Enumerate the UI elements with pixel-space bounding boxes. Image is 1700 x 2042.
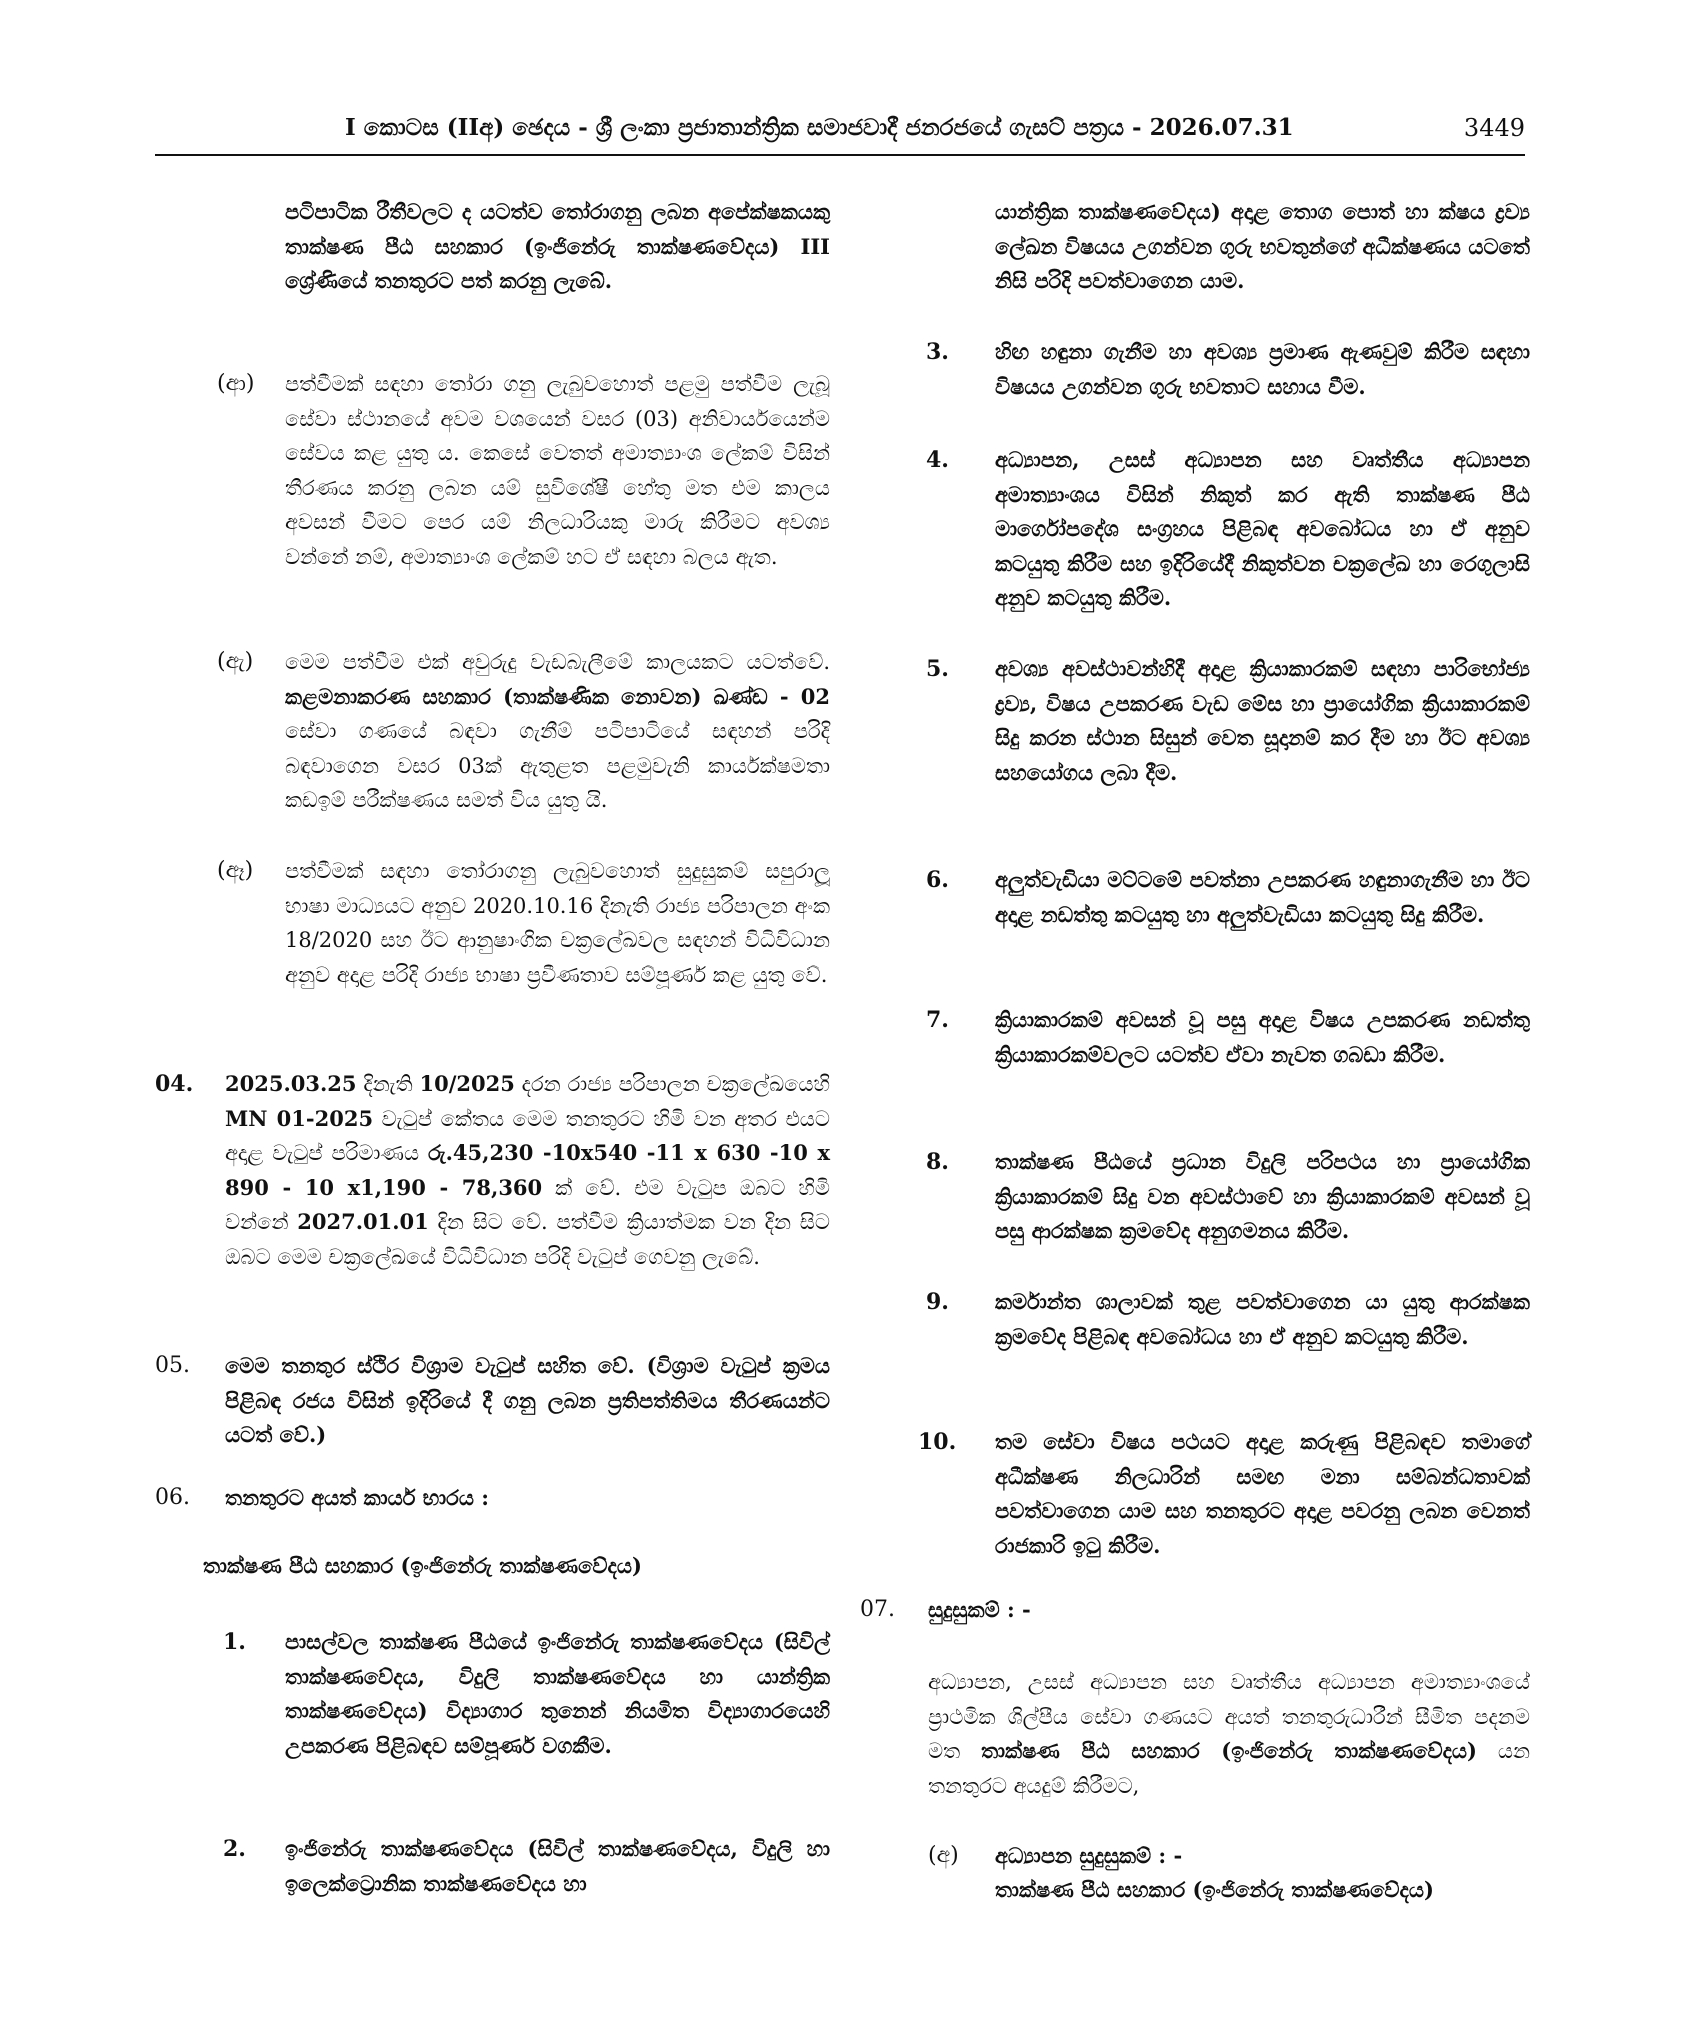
duty-2-text: ඉංජිනේරු තාක්ෂණවේදය (සිවිල් තාක්ෂණවේදය, විදුලි හා ඉලෙක්ට්‍රොනික තාක්ෂණවේදය හා (285, 1836, 830, 1896)
section-04-number: 04. (155, 1071, 194, 1097)
sub-item-ae-bold: කළමනාකරණ සහකාර (තාක්ෂණික නොවන) ඛණ්ඩ - 02 (285, 683, 830, 709)
sub-item-ae-text-2: සේවා ගණයේ බඳවා ගැනීම් පටිපාටියේ සඳහන් පරිදි බඳවාගෙන වසර 03ක් ඇතුළත පළමුවැනි කාර්යක්ෂමතා කඩඉම් පරීක්ෂණය සමත් විය යුතු යි. (285, 719, 830, 812)
duty-2-continued (860, 195, 1530, 299)
section-06-subtitle-text: තාක්ෂණ පීඨ සහකාර (ඉංජිනේරු තාක්ෂණවේදය) (203, 1553, 642, 1578)
gazette-header-title: I කොටස (IIඅ) ඡෙදය - ශ්‍රී ලංකා ප්‍රජාතාන්ත්‍රික සමාජවාදී ජනරජයේ ගැසට් පත්‍රය - 2026.07.31 (345, 114, 1294, 141)
duty-1 (155, 1625, 830, 1798)
item-a-subtitle: තාක්ෂණ පීඨ සහකාර (ඉංජිනේරු තාක්ෂණවේදය) (995, 1877, 1434, 1902)
duty-5-text: අවශ්‍ය අවස්ථාවන්හිදී අදාළ ක්‍රියාකාරකම් සඳහා පාරිභෝජ්‍ය ද්‍රව්‍ය, විෂය උපකරණ වැඩ මේස හා ප්‍රායෝගික ක්‍රියාකාරකම් සිදු කරන ස්ථාන සිසුන් වෙත සූදානම් කර දීම හා ඊට අවශ්‍ය සහයෝගය ලබා දීම. (995, 656, 1530, 785)
intro-text (285, 195, 830, 299)
duty-10-text: තම සේවා විෂය පථයට අදාළ කරුණු පිළිබඳව තමාගේ අධීක්ෂණ නිලධාරින් සමඟ මනා සම්බන්ධතාවක් පවත්වාගෙන යාම සහ තනතුරට අදාළ පවරනු ලබන වෙනත් රාජකාරි ඉටු කිරීම. (995, 1429, 1530, 1558)
duty-7-number: 7. (926, 1007, 949, 1033)
right-column (860, 195, 1530, 1909)
duty-8-text: තාක්ෂණ පීඨයේ ප්‍රධාන විදුලි පරිපථය හා ප්‍රායෝගික ක්‍රියාකාරකම් සිදු වන අවස්ථාවේ හා ක්‍රියාකාරකම් අවසන් වූ පසු ආරක්ෂක ක්‍රමවේද අනුගමනය කිරීම. (995, 1149, 1530, 1243)
item-a (860, 1839, 1530, 1909)
duty-7 (860, 1003, 1530, 1107)
section-04-circular: 10/2025 (419, 1071, 515, 1096)
section-04-salary-code: MN 01-2025 (225, 1105, 374, 1131)
sub-item-ae-marker: (ඇ) (217, 649, 254, 674)
sub-item-ae2-marker: (ඈ) (217, 858, 254, 883)
sub-item-ae2 (155, 854, 830, 1027)
duty-10 (860, 1425, 1530, 1563)
section-07-body-2: යන තනතුරට අයදුම් කිරීමට, (928, 1739, 1531, 1798)
section-06-subtitle (155, 1549, 830, 1585)
duty-3-text: හිඟ හඳුනා ගැනීම හා අවශ්‍ය ප්‍රමාණ ඇණවුම් කිරීම සඳහා විෂයය උගන්වන ගුරු භවතාට සහාය වීම. (995, 339, 1530, 399)
section-04-text (225, 1067, 830, 1274)
duty-4-text: අධ්‍යාපන, උසස් අධ්‍යාපන සහ වෘත්තීය අධ්‍යාපන අමාත්‍යාංශය විසින් නිකුත් කර ඇති තාක්ෂණ පීඨ මාර්ගෝපදේශ සංග්‍රහය පිළිබඳ අවබෝධය හා ඒ අනුව කටයුතු කිරීම සහ ඉදිරියේදී නිකුත්වන චක්‍රලේඛ හා රෙගුලාසි අනුව කටයුතු කිරීම. (995, 447, 1530, 610)
duty-8-number: 8. (926, 1149, 949, 1175)
duty-9-number: 9. (926, 1289, 949, 1315)
duty-2-continued-text: යාන්ත්‍රික තාක්ෂණවේදය) අදාළ තොග පොත් හා ක්ෂය ද්‍රව්‍ය ලේඛන විෂයය උගන්වන ගුරු භවතුන්ගේ අධීක්ෂණය යටතේ නිසි පරිදි පවත්වාගෙන යාම. (995, 199, 1530, 293)
duty-6 (860, 863, 1530, 967)
section-04-t2: දරන රාජ්‍ය පරිපාලන චක්‍රලේඛයෙහි (514, 1072, 831, 1096)
section-05 (155, 1349, 830, 1453)
duty-2 (155, 1832, 830, 1902)
item-a-label: අධ්‍යාපන සුදුසුකම් : - (995, 1843, 1183, 1868)
sub-item-ae2-text: පත්වීමක් සඳහා තෝරාගනු ලැබුවහොත් සුදුසුකම් සපුරාලූ භාෂා මාධ්‍යයට අනුව 2020.10.16 දිනැති රාජ්‍ය පරිපාලන අංක 18/2020 සහ ඊට ආනුෂාංගික චක්‍රලේඛවල සඳහන් විධිවිධාන අනුව අදාළ පරිදි රාජ්‍ය භාෂා ප්‍රවීණතාව සම්පූර්ණ කළ යුතු වේ. (285, 859, 830, 987)
duty-4 (860, 443, 1530, 616)
duty-1-text: පාසල්වල තාක්ෂණ පීඨයේ ඉංජිනේරු තාක්ෂණවේදය (සිවිල් තාක්ෂණවේදය, විදුලි තාක්ෂණවේදය හා යාන්ත්‍රික තාක්ෂණවේදය) විද්‍යාගාර තුනෙන් නියමිත විද්‍යාගාරයෙහි උපකරණ පිළිබඳව සම්පූර්ණ වගකීම. (285, 1629, 830, 1758)
duty-1-number: 1. (223, 1629, 246, 1655)
section-06-number: 06. (155, 1485, 190, 1510)
section-07 (860, 1593, 1530, 1629)
section-04-t3: වැටුප් කේතය මෙම තනතුරට හිමි වන අතර එයට අදාළ වැටුප් පරිමාණය (225, 1106, 831, 1165)
duty-4-number: 4. (926, 447, 949, 473)
section-06 (155, 1481, 830, 1517)
sub-item-aa-marker: (ආ) (217, 371, 255, 396)
sub-item-ae-text-1: මෙම පත්වීම එක් අවුරුදු වැඩබැලීමේ කාලයකට යටත්වේ. (285, 650, 830, 674)
section-07-body-text (928, 1665, 1530, 1803)
sub-item-aa (155, 367, 830, 575)
section-06-label: තනතුරට අයත් කාර්ය භාරය : (225, 1485, 489, 1510)
section-04-t1: දිනැති (356, 1072, 420, 1096)
section-07-label: සුදුසුකම් : - (928, 1597, 1031, 1622)
duty-10-number: 10. (918, 1429, 957, 1455)
section-04-date: 2025.03.25 (225, 1071, 357, 1096)
section-04-t5: දින සිට වේ. පත්වීම ක්‍රියාත්මක වන දින සිට ඔබට මෙම චක්‍රලේඛයේ විධිවිධාන පරිදි වැටුප් ගෙවනු ලැබේ. (225, 1210, 830, 1269)
duty-9-text: කර්මාන්ත ශාලාවක් තුළ පවත්වාගෙන යා යුතු ආරක්ෂක ක්‍රමවේද පිළිබඳ අවබෝධය හා ඒ අනුව කටයුතු කිරීම. (995, 1289, 1530, 1349)
section-04 (155, 1067, 830, 1309)
sub-item-ae-text (285, 645, 830, 818)
duty-2-number: 2. (223, 1836, 246, 1862)
section-07-body-1: අධ්‍යාපන, උසස් අධ්‍යාපන සහ වෘත්තීය අධ්‍යාපන අමාත්‍යාංශයේ ප්‍රාථමික ශිල්පීය සේවා ගණයට අයත් තනතුරුධාරීන් සීමිත පදනම මත (928, 1670, 1530, 1763)
section-07-number: 07. (860, 1597, 895, 1622)
page-header (155, 112, 1525, 156)
duty-6-text: අලුත්වැඩියා මට්ටමේ පවත්නා උපකරණ හඳුනාගැනීම හා ඊට අදාළ නඩත්තු කටයුතු හා අලුත්වැඩියා කටයුතු සිදු කිරීම. (995, 867, 1530, 927)
duty-5 (860, 652, 1530, 825)
intro-text-content: පටිපාටික රීතීවලට ද යටත්ව තෝරාගනු ලබන අපේක්ෂකයකු තාක්ෂණ පීඨ සහකාර (ඉංජිනේරු තාක්ෂණවේදය) III ශ්‍රේණියේ තනතුරට පත් කරනු ලැබේ. (285, 199, 830, 293)
duty-3 (860, 335, 1530, 405)
intro-block (155, 195, 830, 333)
section-04-t4: ක් වේ. එම වැටුප ඔබට හිමි වන්නේ (225, 1175, 830, 1234)
section-04-salary-scale: රු.45,230 -10x540 -11 x 630 -10 x 890 - 10 x1,190 - 78,360 (225, 1140, 830, 1200)
duty-3-number: 3. (926, 339, 949, 365)
section-05-number: 05. (155, 1353, 190, 1378)
duty-7-text: ක්‍රියාකාරකම් අවසන් වූ පසු අදාළ විෂය උපකරණ නඩත්තු ක්‍රියාකාරකම්වලට යටත්ව ඒවා නැවත ගබඩා කිරීම. (995, 1007, 1530, 1067)
section-07-body-bold: තාක්ෂණ පීඨ සහකාර (ඉංජිනේරු තාක්ෂණවේදය) (981, 1738, 1477, 1763)
section-07-body (860, 1665, 1530, 1803)
duty-5-number: 5. (926, 656, 949, 682)
duty-9 (860, 1285, 1530, 1389)
page-number: 3449 (1463, 114, 1525, 142)
sub-item-ae (155, 645, 830, 818)
section-05-text: මෙම තනතුර ස්ථිර විශ්‍රාම වැටුප් සහිත වේ. (විශ්‍රාම වැටුප් ක්‍රමය පිළිබඳ රජය විසින් ඉදිරියේ දී ගනු ලබන ප්‍රතිපත්තිමය තීරණයන්ට යටත් වේ.) (225, 1353, 830, 1447)
duty-6-number: 6. (926, 867, 949, 893)
item-a-marker: (අ) (928, 1843, 959, 1868)
sub-item-aa-text: පත්වීමක් සඳහා තෝරා ගනු ලැබුවහොත් පළමු පත්වීම ලැබූ සේවා ස්ථානයේ අවම වශයෙන් වසර (03) අනිවාර්යයෙන්ම සේවය කළ යුතු ය. කෙසේ වෙතත් අමාත්‍යාංශ ලේකම් විසින් තීරණය කරනු ලබන යම් සුවිශේෂී හේතු මත එම කාලය අවසන් වීමට පෙර යම් නිලධාරියකු මාරු කිරීමට අවශ්‍ය වන්නේ නම්, අමාත්‍යාංශ ලේකම් හට ඒ සඳහා බලය ඇත. (285, 372, 830, 569)
duty-8 (860, 1145, 1530, 1249)
section-04-effective-date: 2027.01.01 (297, 1209, 429, 1234)
left-column (155, 195, 830, 1902)
